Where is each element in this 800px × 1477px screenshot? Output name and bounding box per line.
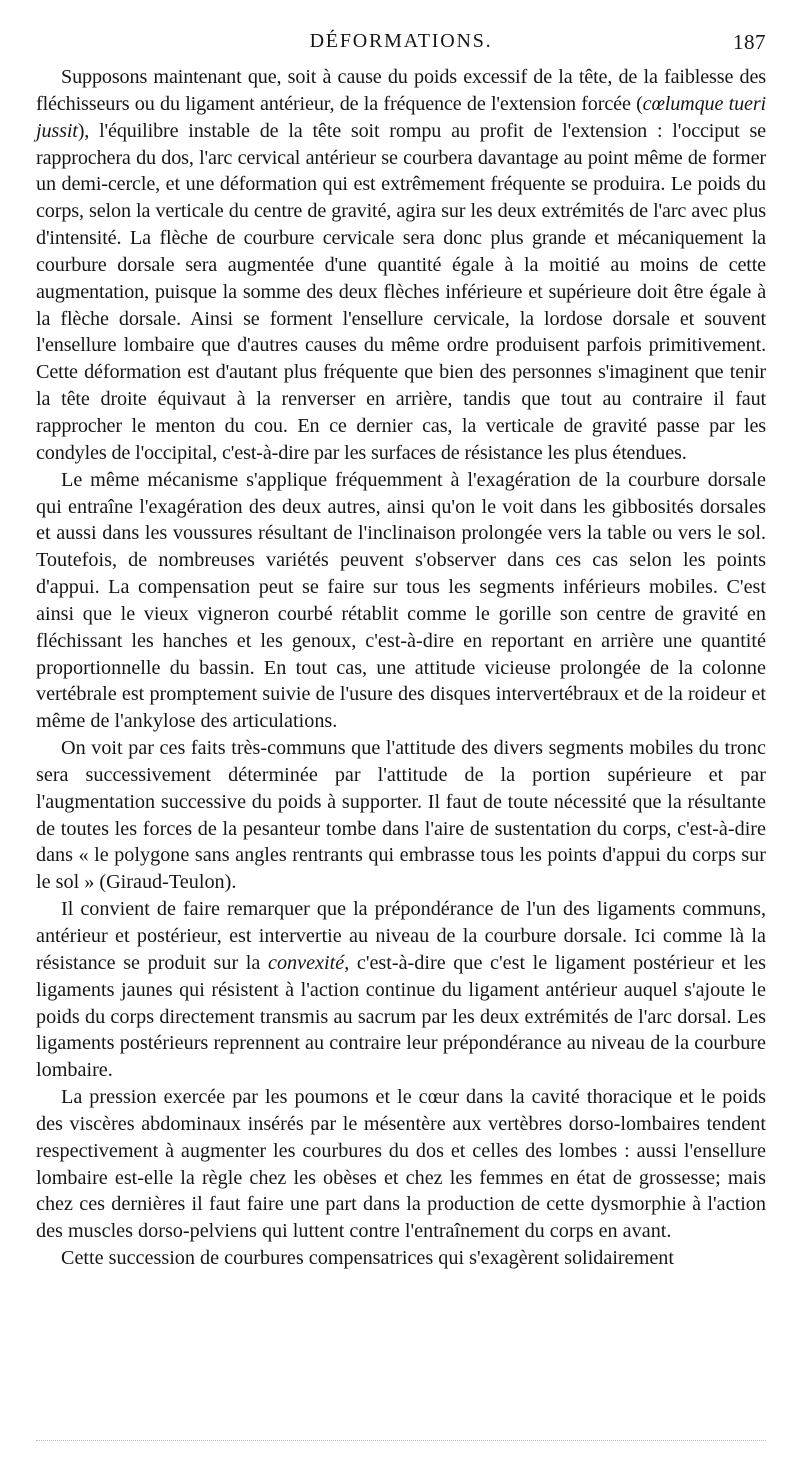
latin-quotation: cœlumque tueri jussit bbox=[36, 92, 766, 142]
paragraph-5: La pression exercée par les poumons et le cœur dans la cavité thoracique et le poids des viscères abdominaux insérés par le mésentère aux vertèbres dorso-lombaires tendent respectivement à augmenter les courbures du dos et celles des lombes : aussi l'ensellure lombaire est-elle la règle chez les obèses et chez les femmes en état de grossesse; mais chez ces dernières il faut faire une part dans la production de cette dysmorphie à l'action des muscles dorso-pelviens qui luttent contre l'entraînement du corps en avant. bbox=[36, 1086, 766, 1243]
paragraph-4-text-start: Il convient de faire remarquer que la prépondérance de l'un des ligaments communs, antérieur et postérieur, est intervertie au niveau de la courbure dorsale. Ici comme là la résistance se produit sur la bbox=[36, 898, 766, 974]
paragraph-4 bbox=[36, 896, 766, 1084]
body-text bbox=[36, 64, 766, 1272]
paragraph-6: Cette succession de courbures compensatrices qui s'exagèrent solidairement bbox=[61, 1247, 674, 1270]
page-number: 187 bbox=[733, 30, 766, 54]
paragraph-2: Le même mécanisme s'applique fréquemment à l'exagération de la courbure dorsale qui entraîne l'exagération des deux autres, ainsi qu'on le voit dans les gibbosités dorsales et aussi dans les voussures résultant de l'inclinaison prolongée vers la table ou vers le sol. Toutefois, de nombreuses variétés peuvent s'observer dans ces cas selon les points d'appui. La compensation peut se faire sur tous les segments inférieurs mobiles. C'est ainsi que le vieux vigneron courbé rétablit comme le gorille son centre de gravité en fléchissant les hanches et les genoux, c'est-à-dire en reportant en arrière une quantité proportionnelle du bassin. En tout cas, une attitude vicieuse prolongée de la colonne vertébrale est promptement suivie de l'usure des disques intervertébraux et de la roideur et même de l'ankylose des articulations. bbox=[36, 468, 766, 733]
page-bottom-rule bbox=[36, 1440, 766, 1441]
chapter-title: DÉFORMATIONS. bbox=[309, 30, 493, 52]
paragraph-1 bbox=[36, 64, 766, 467]
paragraph-1-text-end: ), l'équilibre instable de la tête soit rompu au profit de l'extension : l'occiput se rapprochera du dos, l'arc cervical antérieur se courbera davantage au point même de former un demi-cercle, et une déformation qui est extrêmement fréquente se produira. Le poids du corps, selon la verticale du centre de gravité, agira sur les deux extrémités de l'arc avec plus d'intensité. La flèche de courbure cervicale sera donc plus grande et mécaniquement la courbure dorsale sera augmentée d'une quantité égale à la moitié au moins de cette augmentation, puisque la somme des deux flèches inférieure et supérieure doit être égale à la flèche dorsale. Ainsi se forment l'ensellure cervicale, la lordose dorsale et souvent l'ensellure lombaire que d'autres causes du même ordre produisent parfois primitivement. Cette déformation est d'autant plus fréquente que bien des personnes s'imaginent que tenir la tête droite équivaut à la renverser en arrière, tandis que tout au contraire il faut rapprocher le menton du cou. En ce dernier cas, la verticale de gravité passe par les condyles de l'occipital, c'est-à-dire par les surfaces de résistance les plus étendues. bbox=[36, 119, 766, 464]
paragraph-4-text-end: , c'est-à-dire que c'est le ligament postérieur et les ligaments jaunes qui résistent à l'action continue du ligament antérieur auquel s'ajoute le poids du corps directement transmis au sacrum par les deux extrémités de l'arc dorsal. Les ligaments postérieurs reprennent au contraire leur prépondérance au niveau de la courbure lombaire. bbox=[36, 951, 766, 1082]
paragraph-1-text-start: Supposons maintenant que, soit à cause du poids excessif de la tête, de la faiblesse des fléchisseurs ou du ligament antérieur, de la fréquence de l'extension forcée ( bbox=[36, 66, 766, 115]
emphasized-term: convexité bbox=[267, 951, 345, 974]
running-head bbox=[36, 30, 766, 60]
paragraph-3: On voit par ces faits très-communs que l'attitude des divers segments mobiles du tronc sera successivement déterminée par l'attitude de la portion supérieure et par l'augmentation successive du poids à supporter. Il faut de toute nécessité que la résultante de toutes les forces de la pesanteur tombe dans l'aire de sustentation du corps, c'est-à-dire dans « le polygone sans angles rentrants qui embrasse tous les points d'appui du corps sur le sol » (Giraud-Teulon). bbox=[36, 737, 766, 894]
